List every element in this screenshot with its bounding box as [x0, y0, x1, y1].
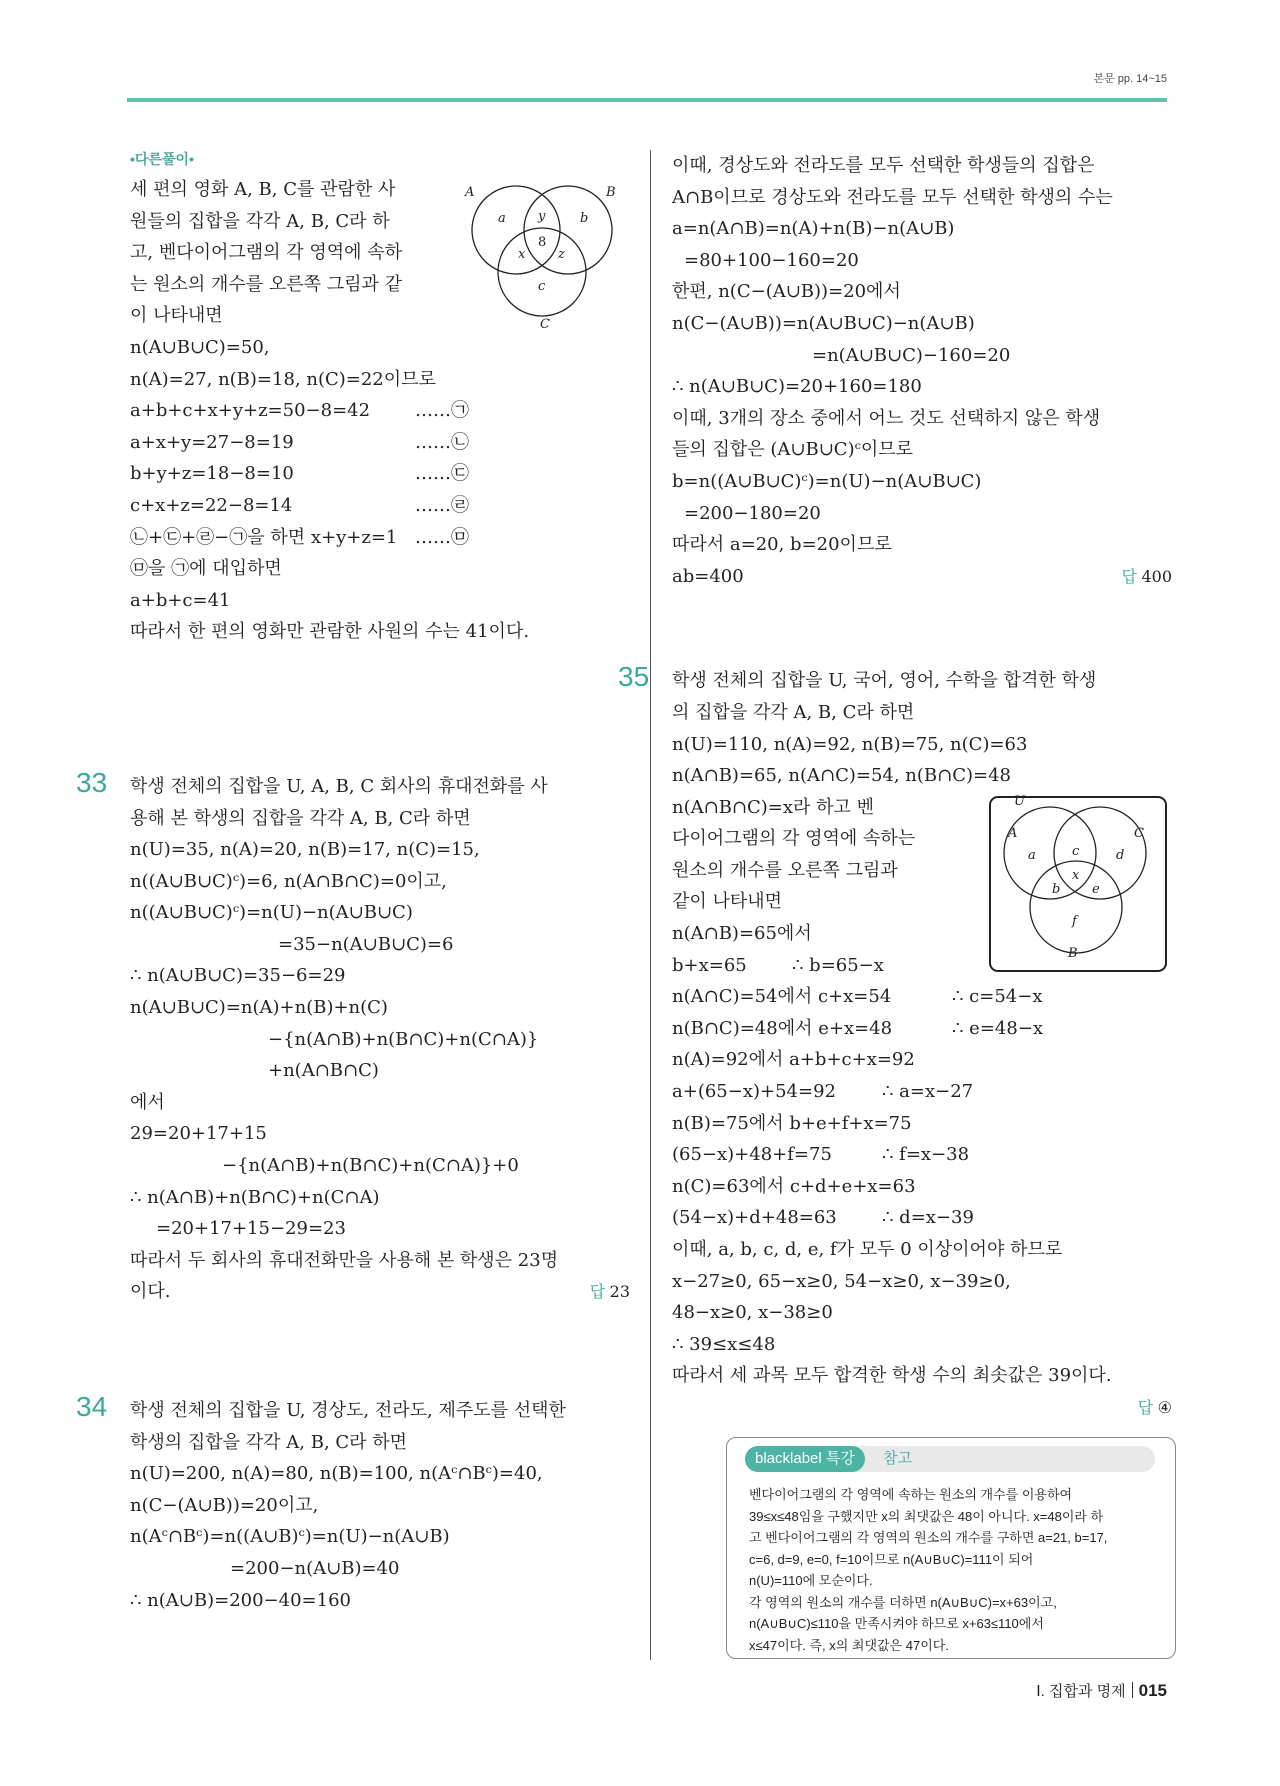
answer-label: 답: [1137, 1399, 1154, 1417]
equation: n(B)=75에서 b+e+f+x=75: [672, 1112, 912, 1134]
text-line: n(A∩B)=65, n(A∩C)=54, n(B∩C)=48: [672, 765, 1012, 787]
equation: n(A∩C)=54에서 c+x=54: [672, 986, 892, 1008]
alt-solution-label: •다른풀이•: [130, 151, 194, 167]
region-d: d: [1116, 848, 1125, 863]
text-line: =20+17+15−29=23: [156, 1218, 346, 1240]
circle-c: [1054, 807, 1146, 899]
problem-35: [618, 661, 1172, 1424]
problem-34-continued: [672, 150, 1172, 593]
text-line: ∴ n(A∪B∪C)=20+160=180: [672, 376, 922, 398]
text-line: 48−x≥0, x−38≥0: [672, 1302, 833, 1324]
text-line: 에서: [130, 1091, 165, 1113]
region-x: x: [518, 247, 526, 262]
text-line: n(A)=92에서 a+b+c+x=92: [672, 1049, 915, 1071]
text-line: n(U)=110, n(A)=92, n(B)=75, n(C)=63: [672, 733, 1028, 755]
text-line: n((A∪B∪C)ᶜ)=6, n(A∩B∩C)=0이고,: [130, 870, 447, 892]
label-a-set: A: [1008, 826, 1018, 841]
equation: (54−x)+d+48=63: [672, 1207, 837, 1229]
equation: ㉡+㉢+㉣−㉠을 하면 x+y+z=1: [130, 526, 398, 548]
equation: ∴ b=65−x: [792, 954, 884, 976]
text-line: n(C−(A∪B))=20이고,: [130, 1494, 319, 1516]
equation-row: [672, 1076, 1172, 1108]
region-center: 8: [538, 235, 547, 250]
text-line: 고, 벤다이어그램의 각 영역에 속하: [130, 242, 403, 264]
text-line: −{n(A∩B)+n(B∩C)+n(C∩A)}+0: [222, 1155, 519, 1177]
region-x: x: [1072, 868, 1080, 883]
blacklabel-note: [726, 1437, 1176, 1659]
equation: n(C)=63에서 c+d+e+x=63: [672, 1175, 916, 1197]
text-line: 학생 전체의 집합을 U, 경상도, 전라도, 제주도를 선택한: [130, 1400, 566, 1421]
page-footer: [1036, 1680, 1167, 1701]
region-y: y: [538, 209, 546, 224]
text-line: b=n((A∪B∪C)ᶜ)=n(U)−n(A∪B∪C): [672, 470, 982, 492]
text-line: n(Aᶜ∩Bᶜ)=n((A∪B)ᶜ)=n(U)−n(A∪B): [130, 1526, 450, 1548]
text-line: n(C−(A∪B))=n(A∪B∪C)−n(A∪B): [672, 312, 975, 334]
equation: b+y+z=18−8=10: [130, 463, 294, 485]
blacklabel-body: [749, 1484, 1159, 1656]
text-line: 이때, 경상도와 전라도를 모두 선택한 학생들의 집합은: [672, 155, 1095, 176]
text-line: =80+100−160=20: [684, 249, 859, 271]
label-c-set: C: [1134, 826, 1144, 841]
circle-b: [524, 186, 612, 274]
equation-row: [130, 522, 475, 554]
equation: a+(65−x)+54=92: [672, 1081, 836, 1103]
equation: c+x+z=22−8=14: [130, 494, 293, 516]
equation: (65−x)+48+f=75: [672, 1144, 832, 1166]
blacklabel-ref: 참고: [883, 1450, 912, 1467]
text-line: =200−180=20: [684, 502, 821, 524]
chapter-title: Ⅰ. 집합과 명제: [1036, 1683, 1126, 1700]
note-line: n(A∪B∪C)≤110을 만족시켜야 하므로 x+63≤110에서: [749, 1616, 1044, 1631]
answer-value: ④: [1157, 1397, 1172, 1417]
text-line: 세 편의 영화 A, B, C를 관람한 사: [130, 179, 396, 200]
header-rule: [127, 98, 1167, 102]
text-line: 따라서 a=20, b=20이므로: [672, 534, 892, 556]
text-line: 원소의 개수를 오른쪽 그림과: [672, 859, 898, 881]
text-line: ab=400: [672, 565, 744, 587]
venn-diagram-movies: [465, 180, 620, 332]
note-line: 각 영역의 원소의 개수를 더하면 n(A∪B∪C)=x+63이고,: [749, 1594, 1057, 1610]
text-line: 의 집합을 각각 A, B, C라 하면: [672, 701, 915, 723]
equation: b+x=65: [672, 954, 747, 976]
equation: a+b+c+x+y+z=50−8=42: [130, 400, 371, 422]
equation: ∴ f=x−38: [882, 1144, 970, 1166]
text-line: 학생 전체의 집합을 U, A, B, C 회사의 휴대전화를 사: [130, 775, 548, 797]
text-line: 용해 본 학생의 집합을 각각 A, B, C라 하면: [130, 807, 471, 829]
text-line: =200−n(A∪B)=40: [230, 1557, 400, 1579]
text-line: ∴ 39≤x≤48: [672, 1333, 776, 1355]
text-line: =35−n(A∪B∪C)=6: [278, 933, 454, 955]
region-a: a: [1028, 848, 1036, 863]
text-line: 이 나타내면: [130, 305, 223, 327]
text-line: n(U)=200, n(A)=80, n(B)=100, n(Aᶜ∩Bᶜ)=40,: [130, 1463, 543, 1485]
answer-label: 답: [1121, 568, 1137, 586]
text-line: 따라서 세 과목 모두 합격한 학생 수의 최솟값은 39이다.: [672, 1365, 1112, 1387]
equation-row: [130, 490, 475, 522]
equation: n(B∩C)=48에서 e+x=48: [672, 1017, 893, 1039]
note-line: 39≤x≤48임을 구했지만 x의 최댓값은 48이 아니다. x=48이라 하: [749, 1508, 1104, 1524]
text-line: n(A∪B∪C)=n(A)+n(B)+n(C): [130, 997, 388, 1019]
answer: [1122, 561, 1172, 594]
text-line: n(A∩B)=65에서: [672, 923, 812, 945]
region-e: e: [1092, 882, 1100, 897]
text-line: 다이어그램의 각 영역에 속하는: [672, 828, 916, 850]
text-line: n(A∩B∩C)=x라 하고 벤: [672, 796, 875, 818]
label-a-set: A: [465, 185, 475, 200]
equation: ∴ d=x−39: [882, 1207, 974, 1229]
circle-a: [472, 186, 560, 274]
text-line: 원들의 집합을 각각 A, B, C라 하: [130, 210, 390, 232]
text-line: 따라서 한 편의 영화만 관람한 사원의 수는 41이다.: [130, 621, 530, 643]
page-reference: 본문 pp. 14~15: [1093, 73, 1167, 85]
problem-33: [76, 766, 630, 1309]
text-line: 29=20+17+15: [130, 1123, 267, 1145]
text-line: x−27≥0, 65−x≥0, 54−x≥0, x−39≥0,: [672, 1270, 1011, 1292]
text-line: 이때, a, b, c, d, e, f가 모두 0 이상이어야 하므로: [672, 1239, 1063, 1260]
equation: ∴ c=54−x: [952, 986, 1043, 1008]
answer-value: 23: [609, 1282, 630, 1302]
note-line: x≤47이다. 즉, x의 최댓값은 47이다.: [749, 1637, 949, 1653]
equation-mark: ……㉤: [415, 526, 469, 548]
blacklabel-header: [745, 1446, 1155, 1472]
problem-number: 35: [618, 661, 650, 693]
equation-row: [672, 1108, 1172, 1140]
equation: ∴ a=x−27: [882, 1081, 974, 1103]
note-line: c=6, d=9, e=0, f=10이므로 n(A∪B∪C)=111이 되어: [749, 1551, 1034, 1567]
venn-diagram-subjects: [988, 795, 1168, 975]
text-line: a+b+c=41: [130, 589, 231, 611]
text-line: ㉤을 ㉠에 대입하면: [130, 558, 282, 580]
page-number: 015: [1138, 1681, 1167, 1700]
answer-label: 답: [589, 1284, 606, 1302]
text-line: =n(A∪B∪C)−160=20: [812, 344, 1011, 366]
text-line: a=n(A∩B)=n(A)+n(B)−n(A∪B): [672, 218, 955, 240]
text-line: [130, 1276, 630, 1309]
region-f: f: [1072, 914, 1077, 929]
text-line: +n(A∩B∩C): [268, 1060, 379, 1082]
text-line: n((A∪B∪C)ᶜ)=n(U)−n(A∪B∪C): [130, 902, 413, 924]
text-line: 따라서 두 회사의 휴대전화만을 사용해 본 학생은 23명: [130, 1249, 559, 1271]
label-b-set: B: [1068, 946, 1078, 961]
text-line: [672, 561, 1172, 594]
equation-row: [672, 1013, 1172, 1045]
region-c: c: [1072, 844, 1080, 859]
equation-row: [672, 1139, 1172, 1171]
label-c-set: C: [540, 317, 550, 332]
note-line: 벤다이어그램의 각 영역에 속하는 원소의 개수를 이용하여: [749, 1487, 1073, 1502]
equation-row: [130, 458, 475, 490]
text-line: 이다.: [130, 1281, 171, 1303]
blacklabel-tag: blacklabel 특강: [745, 1446, 865, 1472]
answer-value: 400: [1141, 566, 1172, 586]
region-a: a: [498, 211, 506, 226]
answer: [672, 1392, 1172, 1425]
text-line: ∴ n(A∪B)=200−40=160: [130, 1589, 351, 1611]
text-line: n(U)=35, n(A)=20, n(B)=17, n(C)=15,: [130, 839, 480, 861]
equation-mark: ……㉣: [415, 494, 469, 516]
text-line: −{n(A∩B)+n(B∩C)+n(C∩A)}: [268, 1028, 539, 1050]
equation-row: [672, 981, 1172, 1013]
equation-row: [672, 1171, 1172, 1203]
text-line: 같이 나타내면: [672, 891, 783, 913]
footer-divider: [1132, 1682, 1133, 1698]
equation: ∴ e=48−x: [952, 1017, 1044, 1039]
text-line: 학생의 집합을 각각 A, B, C라 하면: [130, 1431, 408, 1453]
equation-mark: ……㉠: [415, 400, 469, 422]
equation-row: [130, 427, 475, 459]
equation: a+x+y=27−8=19: [130, 431, 294, 453]
text-line: n(A)=27, n(B)=18, n(C)=22이므로: [130, 368, 436, 390]
text-line: 학생 전체의 집합을 U, 국어, 영어, 수학을 합격한 학생: [672, 670, 1097, 692]
equation-row: [130, 395, 475, 427]
text-line: ∴ n(A∪B∪C)=35−6=29: [130, 965, 346, 987]
text-line: ∴ n(A∩B)+n(B∩C)+n(C∩A): [130, 1186, 380, 1208]
problem-number: 34: [76, 1391, 108, 1422]
note-line: n(U)=110에 모순이다.: [749, 1573, 873, 1588]
label-u: U: [1014, 794, 1025, 809]
problem-34: [76, 1391, 630, 1616]
equation-mark: ……㉢: [415, 463, 469, 485]
equation-row: [672, 1202, 1172, 1234]
left-column: [76, 148, 630, 1616]
region-z: z: [558, 247, 565, 262]
text-line: 는 원소의 개수를 오른쪽 그림과 같: [130, 273, 403, 295]
equation-mark: ……㉡: [415, 431, 469, 453]
text-line: 한편, n(C−(A∪B))=20에서: [672, 281, 901, 303]
region-c: c: [538, 279, 546, 294]
label-b-set: B: [606, 185, 616, 200]
region-b: b: [580, 211, 589, 226]
circle-a: [1004, 807, 1096, 899]
problem-number: 33: [76, 766, 108, 798]
note-line: 고 벤다이어그램의 각 영역의 원소의 개수를 구하면 a=21, b=17,: [749, 1530, 1108, 1545]
text-line: 들의 집합은 (A∪B∪C)ᶜ이므로: [672, 439, 913, 461]
text-line: n(A∪B∪C)=50,: [130, 336, 270, 358]
text-line: A∩B이므로 경상도와 전라도를 모두 선택한 학생의 수는: [672, 186, 1113, 208]
text-line: 이때, 3개의 장소 중에서 어느 것도 선택하지 않은 학생: [672, 407, 1101, 429]
region-b: b: [1052, 882, 1061, 897]
